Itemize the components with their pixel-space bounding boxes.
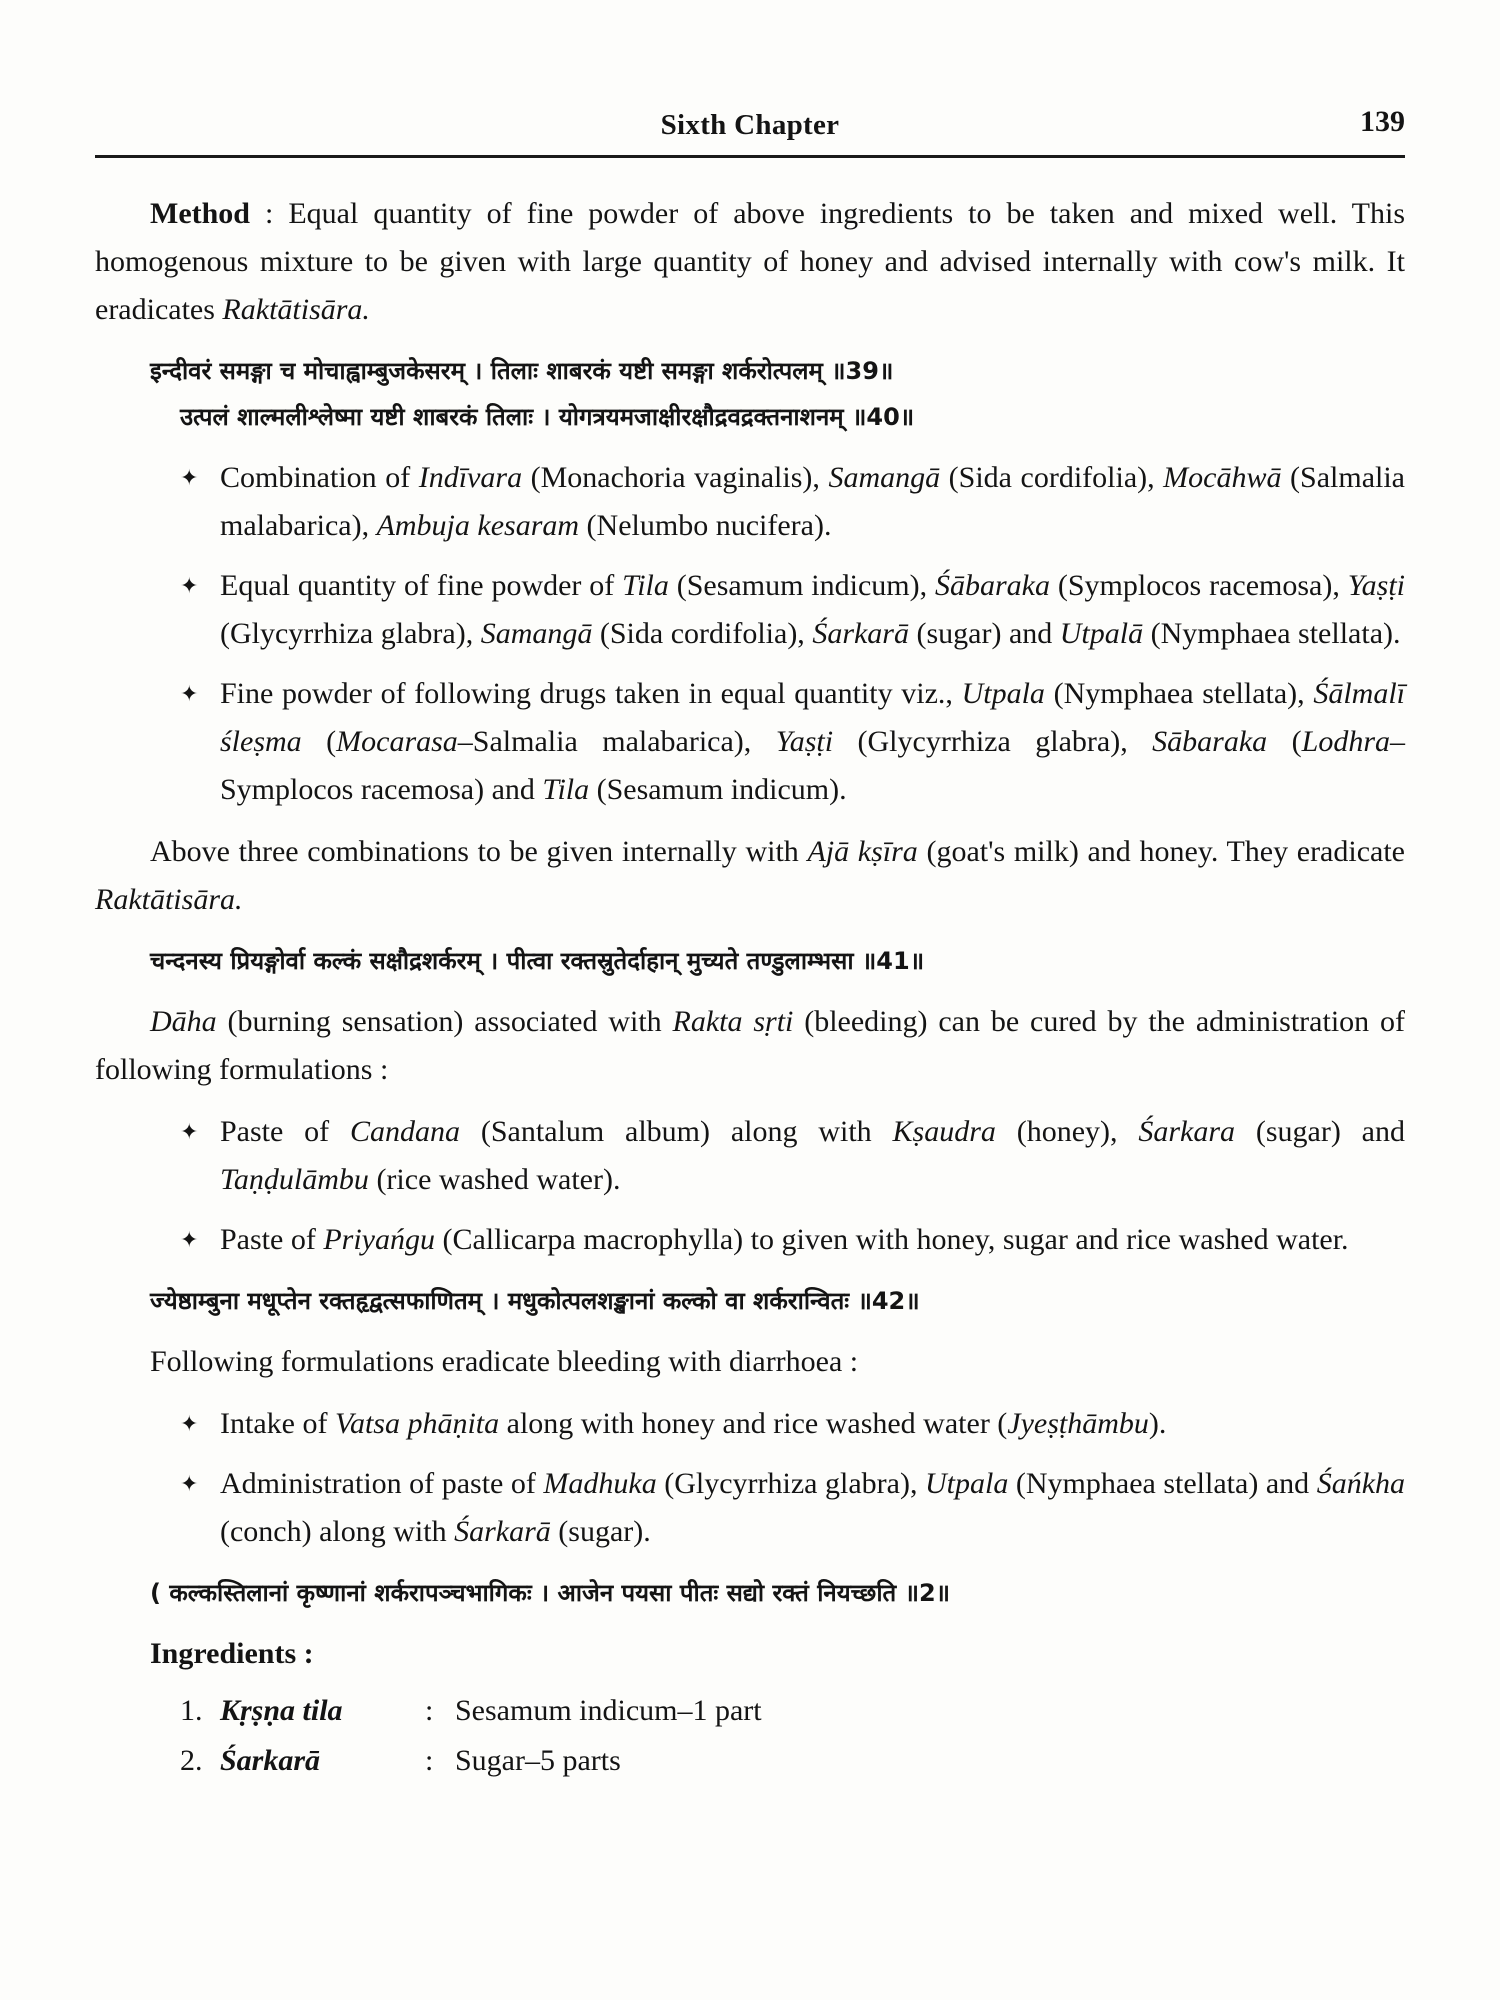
ingredients-heading: Ingredients : bbox=[150, 1637, 314, 1670]
sanskrit-verse-42: ज्येष्ठाम्बुना मधूप्तेन रक्तहृद्वत्सफाणितम् । मधुकोत्पलशङ्खानां कल्को वा शर्करान्वितः ॥42॥ bbox=[150, 1287, 920, 1315]
method-sep: : bbox=[250, 197, 289, 230]
sanskrit-verse-2: ( कल्कस्तिलानां कृष्णानां शर्करापञ्चभागिकः । आजेन पयसा पीतः सद्यो रक्तं नियच्छति ॥2॥ bbox=[150, 1579, 951, 1607]
list-item: ✦ Paste of Candana (Santalum album) along with Kṣaudra (honey), Śarkara (sugar) and Taṇḍulāmbu (rice washed water). bbox=[95, 1108, 1405, 1204]
bullet-icon: ✦ bbox=[180, 573, 199, 598]
bullet-icon: ✦ bbox=[180, 1471, 199, 1496]
paragraph-following: Following formulations eradicate bleeding with diarrhoea : bbox=[150, 1345, 859, 1378]
list-item: ✦ Intake of Vatsa phāṇita along with honey and rice washed water (Jyeṣṭhāmbu). bbox=[95, 1400, 1405, 1448]
ingredients-table bbox=[180, 1688, 762, 1788]
sanskrit-verse-39-40 bbox=[95, 348, 1405, 440]
bullet-icon: ✦ bbox=[180, 1227, 199, 1252]
bullet-icon: ✦ bbox=[180, 681, 199, 706]
verse-40: उत्पलं शाल्मलीश्लेष्मा यष्टी शाबरकं तिलाः । योगत्रयमजाक्षीरक्षौद्रवद्रक्तनाशनम् ॥40॥ bbox=[180, 403, 915, 431]
page-header bbox=[95, 105, 1405, 158]
bullet-icon: ✦ bbox=[180, 1411, 199, 1436]
list-item: ✦ Paste of Priyańgu (Callicarpa macrophylla) to given with honey, sugar and rice washed water. bbox=[95, 1216, 1405, 1264]
method-paragraph bbox=[95, 190, 1405, 334]
list-item: ✦ Combination of Indīvara (Monachoria vaginalis), Samangā (Sida cordifolia), Mocāhwā (Salmalia malabarica), Ambuja kesaram (Nelumbo nucifera). bbox=[95, 454, 1405, 550]
paragraph-daha: Dāha (burning sensation) associated with Rakta sṛti (bleeding) can be cured by the administration of following formulations : bbox=[95, 1005, 1406, 1086]
method-label: Method bbox=[150, 197, 250, 230]
paragraph-three-combinations: Above three combinations to be given internally with Ajā kṣīra (goat's milk) and honey. They eradicate Raktātisāra. bbox=[95, 835, 1405, 916]
bullet-list-c bbox=[95, 1400, 1405, 1556]
table-row: 2. Śarkarā : Sugar–5 parts bbox=[180, 1744, 621, 1777]
verse-39: इन्दीवरं समङ्गा च मोचाह्वाम्बुजकेसरम् । तिलाः शाबरकं यष्टी समङ्गा शर्करोत्पलम् ॥39॥ bbox=[150, 357, 894, 385]
list-item: ✦ Administration of paste of Madhuka (Glycyrrhiza glabra), Utpala (Nymphaea stellata) and Śańkha (conch) along with Śarkarā (sugar). bbox=[95, 1460, 1405, 1556]
chapter-title: Sixth Chapter bbox=[660, 109, 840, 141]
method-text: Equal quantity of fine powder of above ingredients to be taken and mixed well. This homogenous mixture to be given with large quantity of honey and advised internally with cow's milk. It eradicates bbox=[95, 197, 1405, 326]
list-item: ✦ Fine powder of following drugs taken in equal quantity viz., Utpala (Nymphaea stellata), Śālmalī śleṣma (Mocarasa–Salmalia malabarica), Yaṣṭi (Glycyrrhiza glabra), Sābaraka (Lodhra–Symplocos racemosa) and Tila (Sesamum indicum). bbox=[95, 670, 1405, 814]
page-number: 139 bbox=[1360, 105, 1405, 138]
method-term: Raktātisāra. bbox=[222, 293, 370, 326]
page-content bbox=[95, 190, 1405, 1788]
sanskrit-verse-41: चन्दनस्य प्रियङ्गोर्वा कल्कं सक्षौद्रशर्करम् । पीत्वा रक्तस्रुतेर्दाहान् मुच्यते तण्डुलाम्भसा ॥41॥ bbox=[150, 947, 925, 975]
bullet-icon: ✦ bbox=[180, 1119, 199, 1144]
list-item: ✦ Equal quantity of fine powder of Tila (Sesamum indicum), Śābaraka (Symplocos racemosa), Yaṣṭi (Glycyrrhiza glabra), Samangā (Sida cordifolia), Śarkarā (sugar) and Utpalā (Nymphaea stellata). bbox=[95, 562, 1405, 658]
bullet-list-b bbox=[95, 1108, 1405, 1264]
bullet-icon: ✦ bbox=[180, 465, 199, 490]
bullet-list-a bbox=[95, 454, 1405, 814]
table-row: 1. Kṛṣṇa tila : Sesamum indicum–1 part bbox=[180, 1694, 762, 1727]
